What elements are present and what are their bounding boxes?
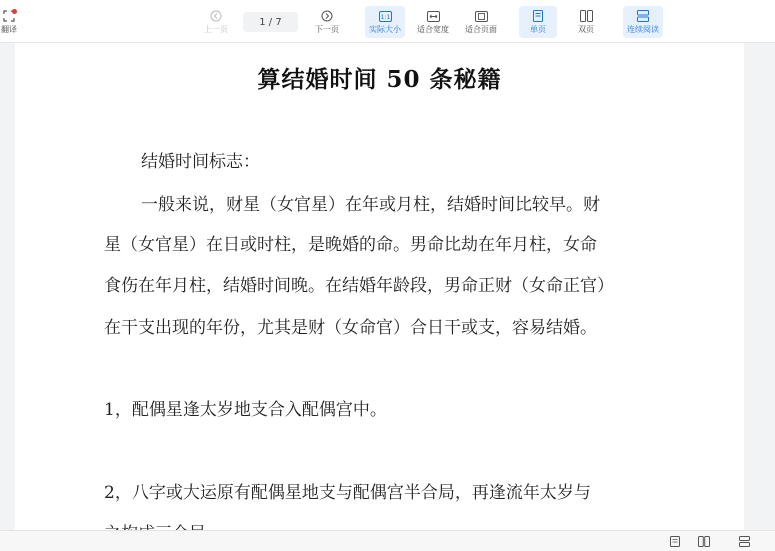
chevron-right-circle-icon (320, 9, 334, 23)
single-page-icon (531, 9, 545, 23)
translate-label: 翻译 (1, 25, 17, 34)
actual-size-icon (378, 9, 392, 23)
continuous-reading-button[interactable] (623, 6, 663, 38)
next-page-label: 下一页 (315, 25, 339, 34)
doc-line: 1，配偶星逢太岁地支合入配偶宫中。 (104, 400, 387, 420)
continuous-reading-label: 连续阅读 (627, 25, 659, 34)
doc-line: 一般来说，财星（女官星）在年或月柱，结婚时间比较早。财 (141, 195, 600, 215)
single-page-button[interactable] (519, 6, 557, 38)
translate-button[interactable] (0, 6, 22, 38)
svg-text:1:1: 1:1 (380, 13, 390, 21)
left-gutter (0, 43, 15, 530)
continuous-status-button[interactable] (737, 535, 751, 547)
actual-size-button[interactable] (365, 6, 405, 38)
notification-dot (12, 9, 17, 14)
double-page-status-button[interactable] (697, 535, 711, 547)
doc-line: 星（女官星）在日或时柱，是晚婚的命。男命比劫在年月柱，女命 (104, 235, 597, 255)
fit-width-button[interactable] (413, 6, 453, 38)
toolbar (0, 0, 775, 43)
prev-page-button[interactable] (200, 6, 232, 38)
single-page-status-icon (670, 536, 680, 547)
doc-line: 结婚时间标志： (141, 152, 260, 172)
scroll-area[interactable] (744, 43, 775, 530)
fit-page-button[interactable] (461, 6, 501, 38)
document-title: 算结婚时间 50 条秘籍 (257, 66, 502, 93)
document-page[interactable] (15, 43, 744, 530)
page-number-input[interactable] (243, 12, 298, 32)
prev-page-label: 上一页 (204, 25, 228, 34)
doc-line: 在干支出现的年份，尤其是财（女命官）合日干或支，容易结婚。 (104, 318, 597, 338)
double-page-label: 双页 (578, 25, 594, 34)
page-indicator: 1 / 7 (259, 16, 282, 28)
double-page-icon (579, 9, 593, 23)
single-page-label: 单页 (530, 25, 546, 34)
continuous-status-icon (739, 536, 750, 547)
next-page-button[interactable] (311, 6, 343, 38)
fit-width-icon (426, 9, 440, 23)
status-bar (0, 530, 775, 551)
double-page-status-icon (698, 536, 710, 547)
single-page-status-button[interactable] (668, 535, 682, 547)
doc-line: 2，八字或大运原有配偶星地支与配偶宫半合局，再逢流年太岁与 (104, 483, 591, 503)
fit-page-label: 适合页面 (465, 25, 497, 34)
chevron-left-circle-icon (209, 9, 223, 23)
fit-width-label: 适合宽度 (417, 25, 449, 34)
double-page-button[interactable] (567, 6, 605, 38)
doc-line: 食伤在年月柱，结婚时间晚。在结婚年龄段，男命正财（女命正官） (104, 276, 614, 296)
actual-size-label: 实际大小 (369, 25, 401, 34)
fit-page-icon (474, 9, 488, 23)
continuous-scroll-icon (636, 9, 650, 23)
